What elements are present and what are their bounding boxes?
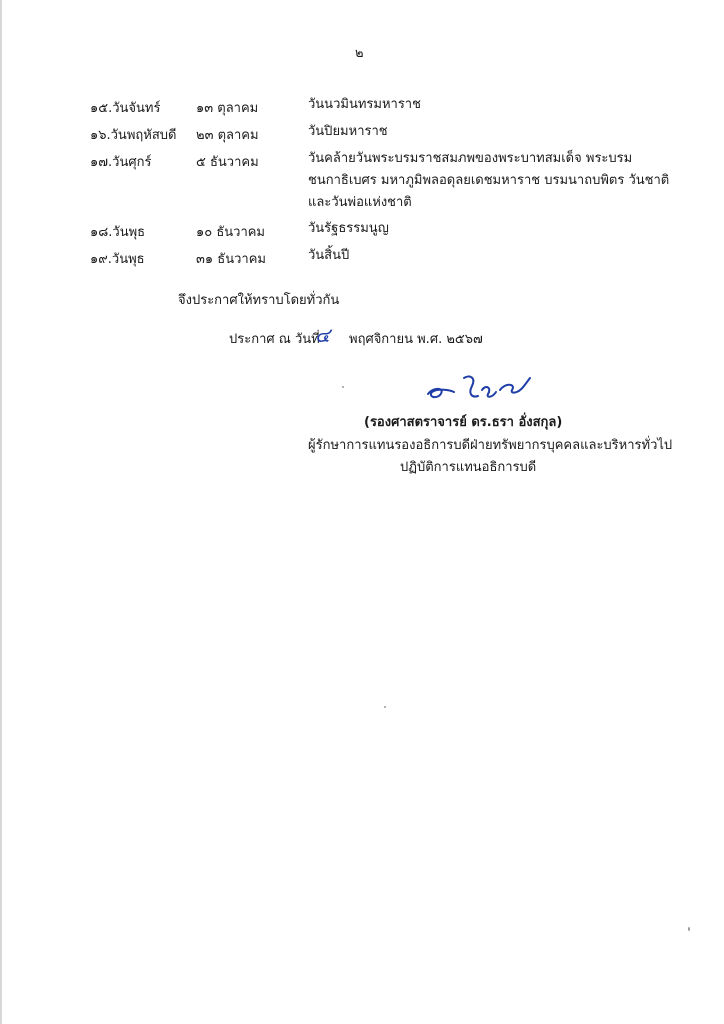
holiday-day: ๑๖.วันพฤหัสบดี: [90, 128, 177, 143]
holiday-date: ๑๐ ธันวาคม: [196, 225, 266, 240]
holiday-description: วันคล้ายวันพระบรมราชสมภพของพระบาทสมเด็จ พระบรม: [308, 151, 633, 166]
announcement-month-year: พฤศจิกายน พ.ศ. ๒๕๖๗: [349, 332, 483, 347]
holiday-description: วันรัฐธรรมนูญ: [308, 221, 389, 236]
holiday-description-line: และวันพ่อแห่งชาติ: [308, 195, 412, 210]
holiday-description-line: ชนกาธิเบศร มหาภูมิพลอดุลยเดชมหาราช บรมนาถบพิตร วันชาติ: [308, 173, 670, 188]
signature-image: [420, 368, 540, 404]
holiday-date: ๒๓ ตุลาคม: [196, 128, 259, 143]
holiday-day: ๑๙.วันพุธ: [90, 252, 145, 267]
announcement-day-handwritten: ๔: [315, 323, 331, 347]
announcement-label: ประกาศ ณ วันที่: [229, 332, 320, 347]
page-number: ๒: [355, 46, 364, 61]
closing-statement: จึงประกาศให้ทราบโดยทั่วกัน: [178, 293, 340, 308]
holiday-description: วันปิยมหาราช: [308, 124, 388, 139]
holiday-date: ๑๓ ตุลาคม: [196, 101, 259, 116]
scan-speck: [342, 386, 344, 388]
holiday-date: ๕ ธันวาคม: [196, 155, 259, 170]
scan-edge-line: [0, 0, 2, 1024]
holiday-day: ๑๘.วันพุธ: [90, 225, 146, 240]
signer-role: ปฏิบัติการแทนอธิการบดี: [400, 460, 537, 475]
scan-speck: [688, 927, 690, 931]
holiday-date: ๓๑ ธันวาคม: [196, 252, 266, 267]
holiday-day: ๑๗.วันศุกร์: [90, 155, 152, 170]
scan-speck: [384, 706, 386, 708]
signer-name: (รองศาสตราจารย์ ดร.ธรา อั่งสกุล): [364, 415, 563, 430]
signer-title: ผู้รักษาการแทนรองอธิการบดีฝ่ายทรัพยากรบุคคลและบริหารทั่วไป: [308, 438, 673, 453]
holiday-description: วันสิ้นปี: [308, 248, 350, 263]
holiday-day: ๑๕.วันจันทร์: [90, 101, 161, 116]
holiday-description: วันนวมินทรมหาราช: [308, 97, 421, 112]
